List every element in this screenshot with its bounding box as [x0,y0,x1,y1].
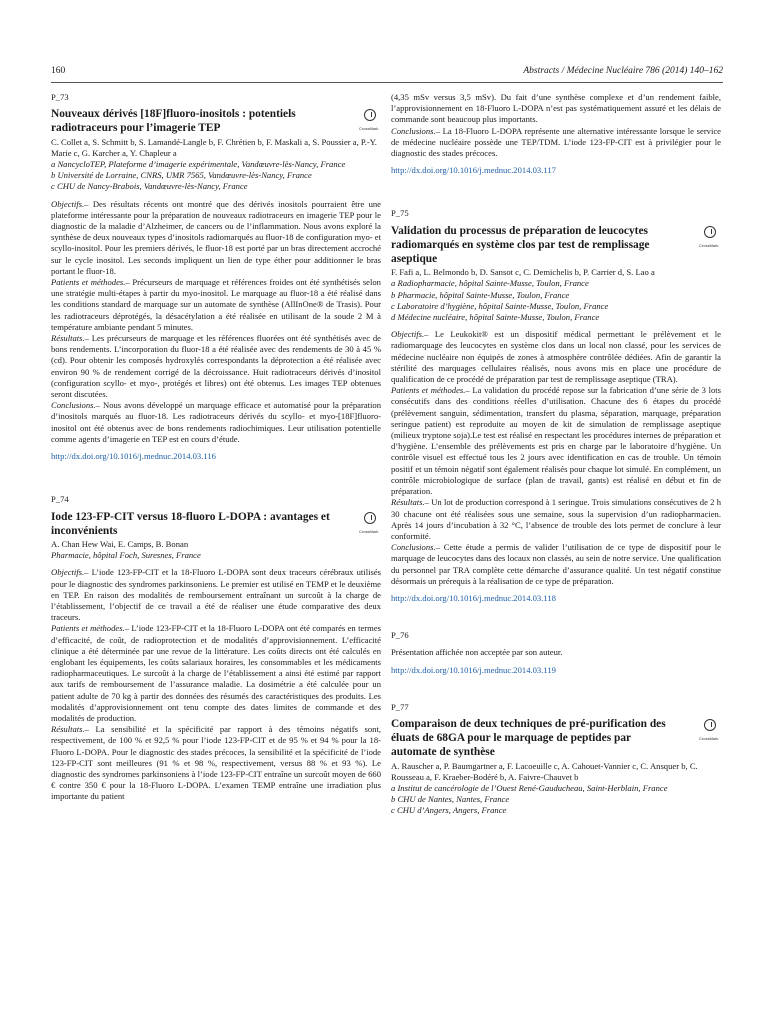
author-list: C. Collet a, S. Schmitt b, S. Lamandé-Langle b, F. Chrétien b, F. Maskali a, S. Poussier a, P.-Y. Marie c, G. Karcher a, Y. Chapleur a [51,136,377,158]
abstract-title: Comparaison de deux techniques de pré-purification des éluats de 68GA pour le marquage de peptides par automate de synthèse [391,717,666,759]
poster-number: P_75 [391,208,409,219]
affiliation: d Médecine nucléaire, hôpital Sainte-Musse, Toulon, France [391,312,600,323]
abstract-title: Iode 123-FP-CIT versus 18-fluoro L-DOPA : avantages et inconvénients [51,510,330,537]
doi-link[interactable]: http://dx.doi.org/10.1016/j.mednuc.2014.03.116 [51,451,216,462]
right-column [391,92,721,817]
doi-link[interactable]: http://dx.doi.org/10.1016/j.mednuc.2014.03.117 [391,165,556,176]
section-text: Des résultats récents ont montré que des dérivés inositols pourraient être une plateforme intéressante pour la préparation de nouveaux radiotraceurs en imagerie TEP pour le diagnostic de la maladie d’Alzheimer, de cancers ou de l’inflammation. Nous avons exploré la synthèse de deux nouveaux types d’inositols radiomarqués au fluor-18 de configuration myo- et scyllo-inositol. Pour les premiers dérivés, le fluor-18 est porté par un bras directement accroché sur le cycle inositol. Les seconds impliquent un lien de type éther pour additionner le bras portant le fluor-18. [51,198,381,276]
abstract-p77 [391,702,721,817]
section-text: (4,35 mSv versus 3,5 mSv). Du fait d’une synthèse complexe et d’un rendement faible, l’approvisionnement en 18-Fluoro L-DOPA n’est pas systématiquement assuré et les délais de commande sont beaucoup plus importants. [391,92,721,125]
section-label: Patients et méthodes.– [51,277,130,288]
left-column [51,92,381,803]
affiliation: a NancycloTEP, Plateforme d’imagerie expérimentale, Vandœuvre-lès-Nancy, France [51,159,346,170]
author-list: F. Fafi a, L. Belmondo b, D. Sansot c, C. Demichelis b, P. Carrier d, S. Lao a [391,267,655,278]
crossmark-icon[interactable] [361,109,381,131]
section-label: Conclusions.– [391,125,440,136]
affiliation: c CHU d’Angers, Angers, France [391,805,507,816]
section-label: Résultats.– [51,333,89,344]
affiliation: b CHU de Nantes, Nantes, France [391,794,510,805]
section-label: Objectifs.– [51,567,89,578]
crossmark-label: CrossMark [699,242,719,248]
author-list: A. Chan Hew Wai, E. Camps, B. Bonan [51,538,189,549]
poster-number: P_74 [51,494,69,505]
abstract-p74 [51,494,381,802]
journal-citation: Abstracts / Médecine Nucléaire 786 (2014) 140–162 [523,66,723,76]
abstract-title: Nouveaux dérivés [18F]fluoro-inositols : potentiels radiotraceurs pour l’imagerie TEP [51,108,296,135]
affiliation: c Laboratoire d’hygiène, hôpital Sainte-Musse, Toulon, France [391,300,609,311]
affiliation: b Pharmacie, hôpital Sainte-Musse, Toulon, France [391,289,570,300]
section-label: Patients et méthodes.– [51,623,130,634]
abstract-p75 [391,208,721,604]
crossmark-icon[interactable] [701,226,721,248]
section-text: Nous avons développé un marquage efficace et automatisé pour la préparation d’inositols marqués au fluor-18. Les radiotraceurs dérivés du scyllo- et myo-[18F]fluoro-inositol ont été obtenus avec de bons rendements radiochimiques. Leur utilisation potentielle comme agents d’imagerie en TEP est en cours d’étude. [51,400,381,444]
crossmark-label: CrossMark [359,126,379,132]
poster-number: P_76 [391,630,409,641]
crossmark-label: CrossMark [359,528,379,534]
section-label: Patients et méthodes.– [391,385,470,396]
affiliation: a Radiopharmacie, hôpital Sainte-Musse, Toulon, France [391,278,589,289]
header-rule [51,82,723,83]
affiliation: b Université de Lorraine, CNRS, UMR 7565, Vandœuvre-lès-Nancy, France [51,170,312,181]
crossmark-label: CrossMark [699,735,719,741]
abstract-p74-continued [391,92,721,159]
section-text: Un lot de production correspond à 1 seringue. Trois simulations consécutives de 2 h 30 chacune ont été réalisées sous une semaine, sous la supervision d’un radiopharmacien. Après 14 jours d’incubation à 32 °C, l’absence de trouble des lots permet de conclure à leur conformité. [391,497,721,541]
affiliation: Pharmacie, hôpital Foch, Suresnes, France [51,550,201,561]
section-label: Objectifs.– [391,329,429,340]
affiliation: c CHU de Nancy-Brabois, Vandœuvre-lès-Nancy, France [51,181,248,192]
abstract-body [391,329,721,587]
author-list: A. Rauscher a, P. Baumgartner a, F. Lacoeuille c, A. Cahouet-Vannier c, C. Ansquer b, C. Rousseau a, F. Kraeber-Bodéré b, A. Faivre-Chauvet b [391,760,698,782]
poster-number: P_73 [51,92,69,102]
abstract-p73 [51,92,381,462]
section-text: L’iode 123-FP-CIT et la 18-Fluoro L-DOPA ont été comparés en termes d’efficacité, de coût, de radioprotection et de modalités d’approvisionnement. L’efficacité clinique a été déterminée par une revue de la littérature. Les coûts directs ont été calculés en englobant les équipements, les coûts salariaux horaires, les consommables et les médicaments radiopharmaceutiques. Le surcoût à la charge de l’établissement a ainsi été estimé par rapport aux tarifs de remboursement de l’assurance maladie. La dosimétrie a été calculée pour un patient adulte de 70 kg à partir des données des résumés des caractéristiques des produits. Les modalités d’approvisionnement ont tenu compte des dates limites de commande et des modalités de production. [51,623,381,723]
abstract-body [51,199,381,445]
section-label: Résultats.– [51,724,89,735]
crossmark-icon[interactable] [701,719,721,741]
page-header [51,66,723,80]
doi-link[interactable]: http://dx.doi.org/10.1016/j.mednuc.2014.03.118 [391,592,556,603]
crossmark-icon[interactable] [361,512,381,534]
section-text: Les précurseurs de marquage et les références fluorées ont été synthétisés avec de bons rendements. L’incorporation du fluor-18 a été réalisée avec des rendements de 30 à 45 % (cd). Pour obtenir les composés hydroxylés correspondants la déprotection a été réalisée avec environ 90 % de rendement corrigé de la décroissance. Huit radiotraceurs dérivés d’inositol (configuration scyllo- et myo-, protégés et libres) ont été obtenus. Les images TEP obtenues seront discutées. [51,333,381,400]
section-text: Précurseurs de marquage et références froides ont été synthétisés selon une stratégie multi-étapes à partir du myo-inositol. Le marquage au fluor-18 a été réalisé dans les conditions standard de marquage sur un automate de synthèse (AllInOne® de Trasis). Pour les radiotraceurs déprotégés, la désacétylation a été réalisée en utilisant de la soude 2 M à température ambiante pendant 5 minutes. [51,277,381,332]
page-number: 160 [51,66,66,76]
abstract-p76 [391,630,721,676]
section-label: Objectifs.– [51,198,89,209]
doi-link[interactable]: http://dx.doi.org/10.1016/j.mednuc.2014.03.119 [391,664,556,675]
section-text: La sensibilité et la spécificité par rapport à des témoins négatifs sont, respectivement, de 100 % et 92,5 % pour l’iode 123-FP-CIT et de 95 % et 94 % pour la 18-Fluoro L-DOPA. Pour le diagnostic des stades précoces, la sensibilité et la spécificité de l’iode 123-FP-CIT sont meilleures (91 % et 98 %, respectivement, versus 88 % et 93 %). Le diagnostic des syndromes parkinsoniens à l’iode 123-FP-CIT entraîne un surcoût moyen de 660 € contre 350 € pour la 18-Fluoro L-DOPA. L’examen TEMP entraîne une irradiation plus importante du patient [51,724,381,802]
section-label: Conclusions.– [51,400,100,411]
abstract-body [51,567,381,802]
section-text: La validation du procédé repose sur la fabrication d’une série de 3 lots consécutifs dans des conditions réelles d’utilisation. Chacune des 6 étapes du procédé (prélèvement sanguin, sédimentation, transfert du plasma, séparation, marquage, préparation seringue patient) est reproduite au moyen de kit de simulation de remplissage aseptique (milieux tryptone soja).Le test est réalisé en respectant les procédures internes de préparation et d’hygiène. L’ensemble des prélèvements est pris en charge par le laboratoire d’hygiène. Un contrôle visuel est effectué tous les 2 jours avec identification en cas de trouble. Un témoin positif et un témoin négatif sont également réalisés pour chaque lot simulé. En complément, un contrôle microbiologique de surface (plan de travail, gants) est réalisé en début et fin de préparation. [391,385,721,497]
section-text: La 18-Fluoro L-DOPA représente une alternative intéressante lorsque le service de médecine nucléaire possède une TEP/TDM. L’iode 123-FP-CIT est à privilégier pour le diagnostic des stades précoces. [391,125,721,159]
abstract-title: Validation du processus de préparation de leucocytes radiomarqués en système clos par test de remplissage aseptique [391,224,650,266]
section-text: Le Leukokit® est un dispositif médical permettant le prélèvement et le radiomarquage des leucocytes en système clos dans un local non classé, pour les services de médecine nucléaire non équipés de zones à atmosphère contrôlée dédiées. Afin de garantir la stérilité des marquages cellulaires réalisés, nous avons mis en place une procédure de qualification de ce procédé de préparation par test de remplissage aseptique (TRA). [391,329,721,385]
section-label: Conclusions.– [391,542,440,553]
section-text: L’iode 123-FP-CIT et la 18-Fluoro L-DOPA sont deux traceurs cérébraux utilisés pour le diagnostic des syndromes parkinsoniens. Le premier est utilisé en TEMP et le deuxième en TEP. En raison des modalités de remboursement entraînant un surcoût à la charge de l’établissement, l’objectif de ce travail a été de réaliser une étude comparative des deux traceurs. [51,567,381,623]
affiliation: a Institut de cancérologie de l’Ouest René-Gauducheau, Saint-Herblain, France [391,782,668,793]
section-text: Cette étude a permis de valider l’utilisation de ce type de dispositif pour le marquage de leucocytes dans des locaux non classés, au sein de notre service. Une qualification du personnel par TRA complète cette démarche d’assurance qualité. Un test négatif constitue désormais un prérequis à la réalisation de ce type de préparation. [391,542,721,586]
section-label: Résultats.– [391,497,429,508]
poster-number: P_77 [391,701,409,712]
withdrawal-note: Présentation affichée non acceptée par son auteur. [391,647,563,658]
